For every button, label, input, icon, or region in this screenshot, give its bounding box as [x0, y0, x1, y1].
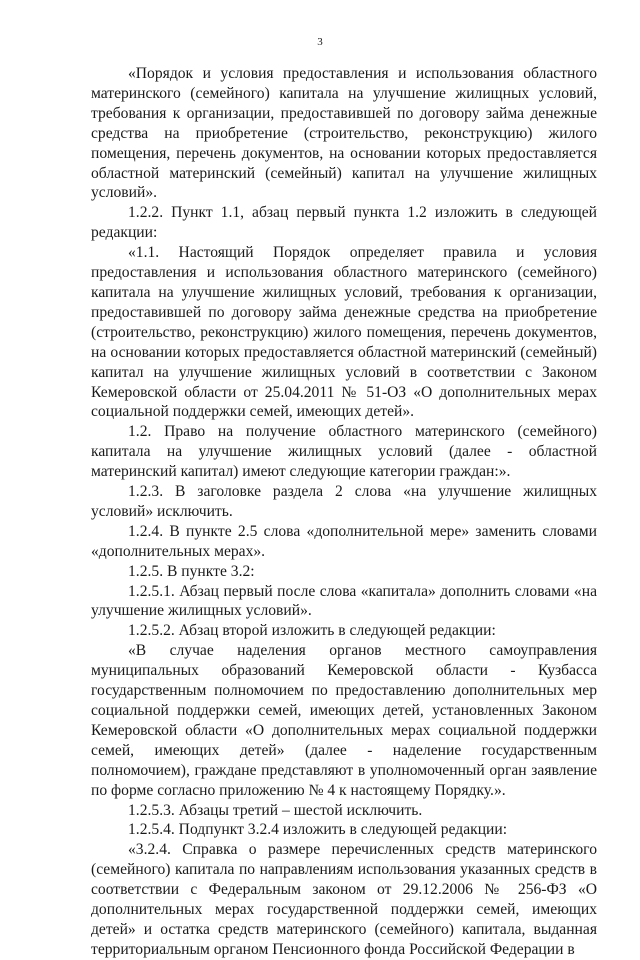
- paragraph: «1.1. Настоящий Порядок определяет правила и условия предоставления и использования областного материнского (семейного) капитала на улучшение жилищных условий, требования к организации, предоставившей по договору займа денежные средства на приобретение (строительство, реконструкцию) жилого помещения, перечень документов, на основании которых предоставляется областной материнский (семейный) капитал на улучшение жилищных условий в соответствии с Законом Кемеровской области от 25.04.2011 № 51-ОЗ «О дополнительных мерах социальной поддержки семей, имеющих детей».: [91, 244, 597, 421]
- paragraph: 1.2.5. В пункте 3.2:: [128, 562, 255, 580]
- paragraph: 1.2.3. В заголовке раздела 2 слова «на улучшение жилищных условий» исключить.: [91, 483, 597, 520]
- paragraph: 1.2.5.3. Абзацы третий – шестой исключить.: [128, 801, 423, 819]
- document-body: [91, 64, 597, 960]
- paragraph: «Порядок и условия предоставления и использования областного материнского (семейного) капитала на улучшение жилищных условий, требования к организации, предоставившей по договору займа денежные средства на приобретение (строительство, реконструкцию) жилого помещения, перечень документов, на основании которых предоставляется областной материнский (семейный) капитал на улучшение жилищных условий».: [91, 65, 597, 202]
- paragraph: 1.2. Право на получение областного материнского (семейного) капитала на улучшение жилищных условий (далее - областной материнский капитал) имеют следующие категории граждан:».: [91, 423, 597, 481]
- paragraph: «3.2.4. Справка о размере перечисленных средств материнского (семейного) капитала по направлениям использования указанных средств в соответствии с Федеральным законом от 29.12.2006 № 256-ФЗ «О дополнительных мерах государственной поддержки семей, имеющих детей» и остатка средств материнского (семейного) капитала, выданная территориальным органом Пенсионного фонда Российской Федерации в: [91, 841, 597, 958]
- page-number: 3: [317, 36, 323, 48]
- paragraph: «В случае наделения органов местного самоуправления муниципальных образований Кемеровской области - Кузбасса государственным полномочием по предоставлению дополнительных мер социальной поддержки семей, имеющих детей, установленных Законом Кемеровской области «О дополнительных мерах социальной поддержки семей, имеющих детей» (далее - наделение государственным полномочием), граждане представляют в уполномоченный орган заявление по форме согласно приложению № 4 к настоящему Порядку.».: [91, 642, 597, 799]
- paragraph: 1.2.2. Пункт 1.1, абзац первый пункта 1.2 изложить в следующей редакции:: [91, 204, 597, 242]
- paragraph: 1.2.5.4. Подпункт 3.2.4 изложить в следующей редакции:: [128, 821, 508, 839]
- paragraph: 1.2.5.2. Абзац второй изложить в следующей редакции:: [128, 622, 496, 640]
- paragraph: 1.2.4. В пункте 2.5 слова «дополнительной мере» заменить словами «дополнительных мерах».: [91, 522, 597, 560]
- paragraph: 1.2.5.1. Абзац первый после слова «капитала» дополнить словами «на улучшение жилищных условий».: [91, 582, 597, 620]
